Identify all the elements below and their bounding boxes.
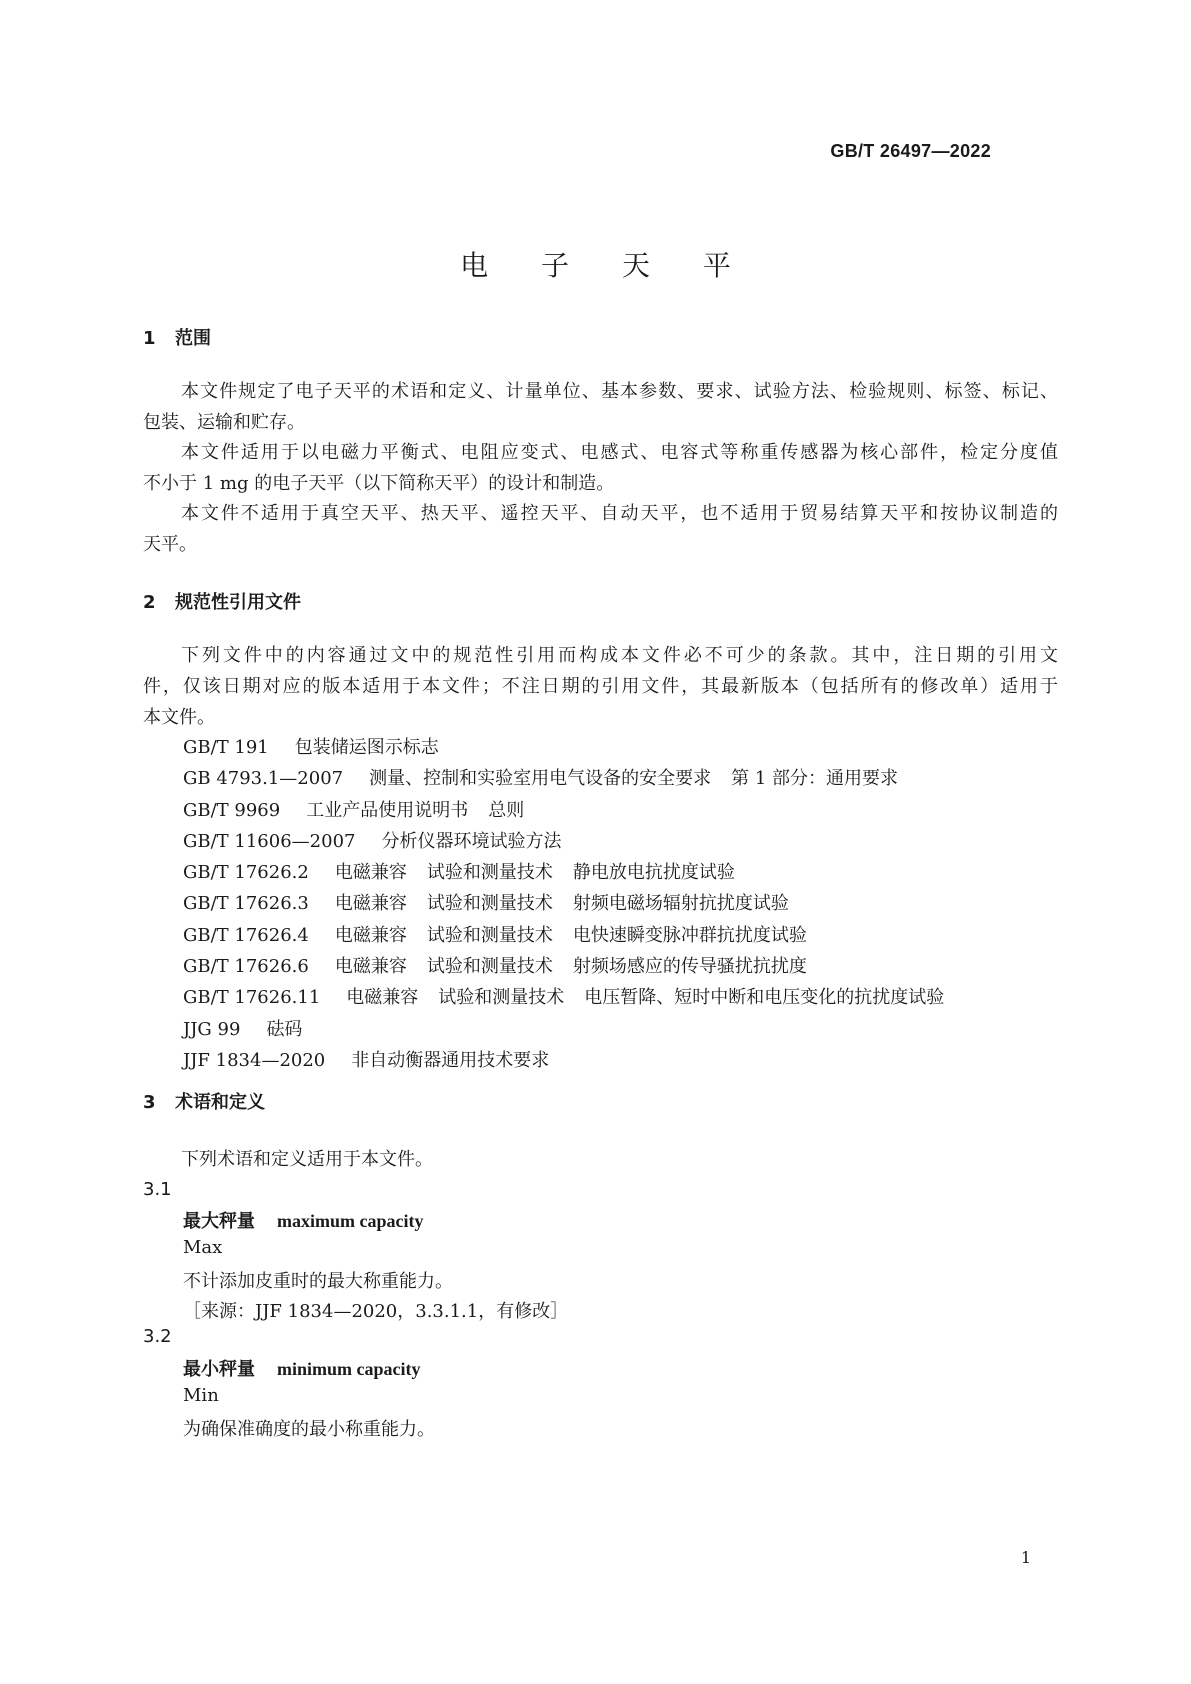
term-source: ［来源：JJF 1834—2020，3.3.1.1，有修改］ (183, 1301, 569, 1322)
term-definition: 为确保准确度的最小称重能力。 (183, 1419, 435, 1440)
normative-reference-list (183, 732, 944, 1076)
section-3-heading (143, 1088, 265, 1114)
text-line: 下列术语和定义适用于本文件。 (181, 1149, 433, 1170)
reference-code: GB/T 191 (183, 737, 269, 758)
text-line: 下列文件中的内容通过文中的规范性引用而构成本文件必不可少的条款。其中，注日期的引用文 (181, 645, 1058, 666)
reference-title: 工业产品使用说明书 (306, 799, 469, 821)
text-line: 天平。 (143, 534, 197, 555)
text-line: 本文件规定了电子天平的术语和定义、计量单位、基本参数、要求、试验方法、检验规则、标签、标记、 (181, 381, 1058, 402)
text-line: 包装、运输和贮存。 (143, 412, 305, 433)
section-3-intro (143, 1144, 1058, 1175)
reference-subtitle: 试验和测量技术 (426, 862, 553, 884)
reference-subtitle: 试验和测量技术 (426, 956, 553, 978)
reference-title: 电磁兼容 (334, 924, 407, 946)
reference-title: 测量、控制和实验室用电气设备的安全要求 (369, 768, 712, 790)
reference-item (183, 1014, 944, 1045)
reference-part: 电压暂降、短时中断和电压变化的抗扰度试验 (584, 987, 945, 1009)
text-line: 本文件。 (143, 707, 215, 728)
section-title: 术语和定义 (175, 1092, 265, 1113)
term-number: 3.1 (143, 1179, 172, 1200)
section-2-intro (143, 640, 1058, 733)
term-english: maximum capacity (277, 1211, 424, 1231)
reference-subtitle: 试验和测量技术 (426, 893, 553, 915)
reference-item (183, 920, 944, 951)
text-line: 本文件不适用于真空天平、热天平、遥控天平、自动天平，也不适用于贸易结算天平和按协议制造的 (181, 503, 1058, 524)
term-heading (183, 1355, 421, 1381)
section-1-paragraph-2 (143, 437, 1058, 499)
reference-title: 电磁兼容 (334, 956, 407, 978)
reference-item (183, 1045, 944, 1076)
section-1-heading (143, 324, 211, 350)
reference-part: 第 1 部分：通用要求 (731, 768, 899, 790)
reference-item (183, 951, 944, 982)
reference-item (183, 763, 944, 794)
reference-code: GB/T 9969 (183, 799, 281, 821)
reference-code: GB/T 11606—2007 (183, 830, 356, 852)
term-name: 最大秤量 (183, 1211, 255, 1232)
reference-subtitle: 试验和测量技术 (426, 924, 553, 946)
reference-part: 电快速瞬变脉冲群抗扰度试验 (572, 924, 807, 946)
reference-title: 砝码 (266, 1018, 303, 1040)
reference-code: GB/T 17626.11 (183, 987, 321, 1009)
section-number: 2 (143, 592, 156, 613)
section-number: 3 (143, 1092, 156, 1113)
page-number: 1 (1020, 1548, 1031, 1567)
reference-code: GB/T 17626.6 (183, 956, 309, 978)
text-line: 不小于 1 mg 的电子天平（以下简称天平）的设计和制造。 (143, 473, 615, 494)
reference-part: 静电放电抗扰度试验 (572, 862, 735, 884)
reference-item (183, 888, 944, 919)
text-line: 本文件适用于以电磁力平衡式、电阻应变式、电感式、电容式等称重传感器为核心部件，检定分度值 (181, 442, 1058, 463)
term-abbreviation: Max (183, 1237, 223, 1258)
term-english: minimum capacity (277, 1359, 421, 1379)
reference-title: 包装储运图示标志 (294, 737, 439, 758)
reference-title: 电磁兼容 (346, 987, 419, 1009)
reference-title: 电磁兼容 (334, 862, 407, 884)
reference-code: GB 4793.1—2007 (183, 768, 344, 790)
term-definition: 不计添加皮重时的最大称重能力。 (183, 1271, 453, 1292)
reference-subtitle: 试验和测量技术 (438, 987, 565, 1009)
reference-item (183, 795, 944, 826)
reference-title: 非自动衡器通用技术要求 (351, 1049, 550, 1071)
term-number: 3.2 (143, 1326, 172, 1347)
term-heading (183, 1207, 423, 1233)
text-line: 件，仅该日期对应的版本适用于本文件；不注日期的引用文件，其最新版本（包括所有的修改单）适用于 (143, 676, 1058, 697)
reference-code: JJF 1834—2020 (183, 1049, 326, 1071)
section-1-paragraph-1 (143, 376, 1058, 438)
reference-item (183, 826, 944, 857)
section-title: 范围 (175, 328, 211, 349)
reference-code: GB/T 17626.4 (183, 924, 309, 946)
reference-item (183, 982, 944, 1013)
reference-title: 分析仪器环境试验方法 (381, 830, 562, 852)
reference-code: GB/T 17626.3 (183, 893, 309, 915)
section-1-paragraph-3 (143, 498, 1058, 560)
reference-part: 射频场感应的传导骚扰抗扰度 (572, 956, 807, 978)
reference-title: 电磁兼容 (334, 893, 407, 915)
reference-code: GB/T 17626.2 (183, 862, 309, 884)
section-title: 规范性引用文件 (175, 592, 301, 613)
section-2-heading (143, 588, 301, 614)
reference-part: 射频电磁场辐射抗扰度试验 (572, 893, 789, 915)
reference-code: JJG 99 (183, 1018, 241, 1040)
reference-item (183, 732, 944, 763)
reference-part: 总则 (488, 799, 525, 821)
standard-number: GB/T 26497—2022 (830, 141, 991, 161)
term-abbreviation: Min (183, 1385, 219, 1406)
term-name: 最小秤量 (183, 1359, 255, 1380)
document-title: 电 子 天 平 (460, 249, 753, 282)
reference-item (183, 857, 944, 888)
section-number: 1 (143, 328, 156, 349)
